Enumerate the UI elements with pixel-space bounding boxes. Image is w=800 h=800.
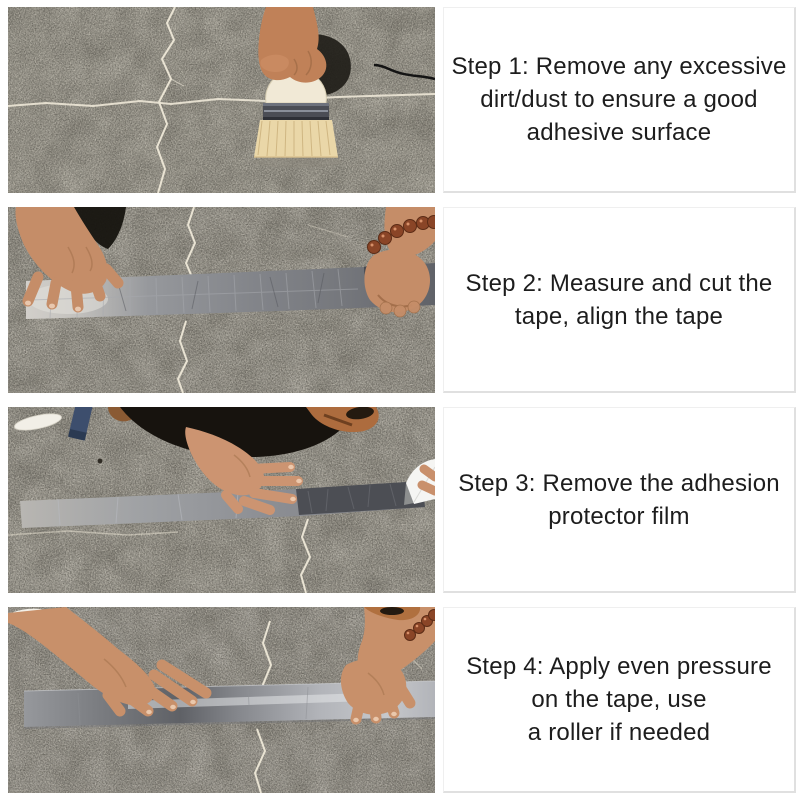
step-text-line: on the tape, use (531, 686, 707, 713)
step-text-line: protector film (548, 502, 690, 530)
step-2-photo (8, 207, 435, 393)
brush-shadow (254, 156, 342, 168)
pressing-tape-photo (8, 607, 435, 793)
film-peeling-photo (8, 407, 435, 593)
step-2-card (443, 207, 796, 393)
step-text-line: Step 1: Remove any excessive (451, 53, 787, 80)
brush-bristles (254, 120, 338, 157)
step-1-card (443, 7, 796, 193)
step-text-line: Step 2: Measure and cut the (465, 269, 773, 297)
pebble (98, 459, 103, 464)
brush-cleaning-photo (8, 7, 435, 193)
step-4-card (443, 607, 796, 793)
step-text-line: tape, align the tape (514, 302, 724, 330)
step-text-line: adhesive surface (526, 119, 712, 146)
step-3-text (458, 467, 780, 533)
step-1-row (0, 0, 800, 200)
tape-aligning-photo (8, 207, 435, 393)
step-text-line: dirt/dust to ensure a good (480, 86, 758, 113)
step-1-photo (8, 7, 435, 193)
step-2-row (0, 200, 800, 400)
step-text-line: a roller if needed (527, 719, 711, 746)
step-4-row (0, 600, 800, 800)
step-4-text (466, 650, 772, 749)
step-3-row (0, 400, 800, 600)
step-2-text (466, 267, 773, 333)
step-text-line: Step 3: Remove the adhesion (458, 469, 780, 497)
step-3-card (443, 407, 796, 593)
step-1-text (451, 50, 786, 149)
step-3-photo (8, 407, 435, 593)
step-4-photo (8, 607, 435, 793)
step-text-line: Step 4: Apply even pressure (466, 653, 772, 680)
